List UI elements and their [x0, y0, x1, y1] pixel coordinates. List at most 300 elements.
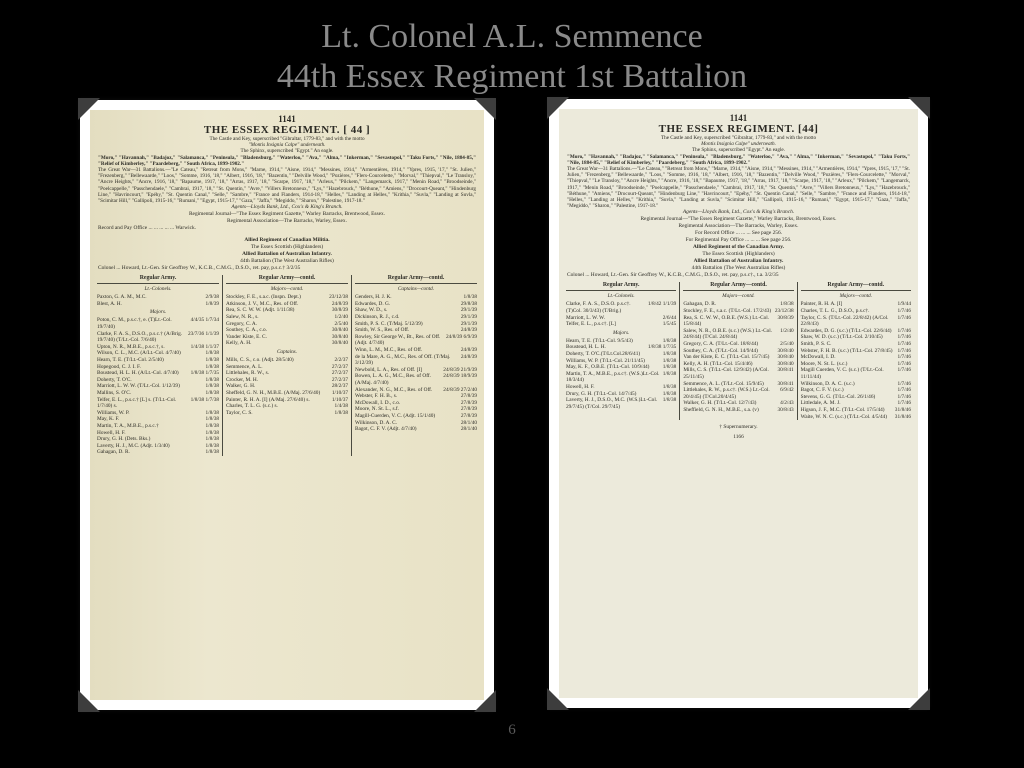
officer-name: Van der Kiste, E. C. (T/Lt.-Col. 15/7/45) [683, 354, 770, 361]
seniority-date: 1/7/46 [897, 308, 911, 315]
rank-heading: Lt.-Colonels. [607, 293, 635, 300]
officer-name: McDowall, I. D., c.o. [355, 399, 401, 406]
officer-entry [226, 377, 348, 384]
army-list-page-left [90, 110, 484, 700]
allied-battalion-name: 44th Battalion (The West Australian Rifles) [240, 258, 334, 265]
officer-entry [97, 294, 219, 301]
officer-entry [566, 321, 676, 328]
officer-name: Rea, S. C. W. W. (Adjt. 1/11/38) [226, 307, 295, 314]
seniority-date: 1/8/38 [205, 429, 219, 436]
officer-name: Sheffield, G. N. H., M.B.E., s.a. (v) [683, 406, 759, 413]
seniority-date: 29/1/39 [460, 320, 477, 327]
officer-name: Laverty, H. J., M.C. (Adjt. 1/3/40) [97, 442, 170, 449]
seniority-date: 28/1/40 [460, 419, 477, 426]
seniority-date: 1/8/38 [662, 357, 677, 364]
officer-name: Clarke, F. A. S., D.S.O. p.s.c†. (T)Col. 30/3/43) (T/Brig.) [566, 301, 631, 315]
officer-name: Shaw, W. D. (s.c.) (T/Lt.-Col. 2/10/45) [800, 334, 883, 341]
seniority-date: 30/8/41 [777, 380, 794, 387]
column-heading: Regular Army. [566, 282, 676, 291]
officer-name: Edwardes, D. G. [355, 300, 391, 307]
officer-name: Mills, C. S., c.o. (Adjt. 28/5/40) [226, 356, 294, 363]
seniority-date: 27/2/37 [331, 370, 348, 377]
officer-name: Magill-Cuerden, V. C. (Adjt. 15/1/40) [355, 412, 436, 419]
officer-entry [801, 387, 911, 394]
colonel-line: Colonel ... Howard, Lt.-Gen. Sir Geoffrey W., K.C.B., C.M.G., D.S.O., ret. pay, p.s.c.† 3/2/35 [98, 265, 301, 272]
officer-entry [683, 387, 793, 400]
allied-battalion-name: 44th Battalion (The West Australian Rifles) [691, 265, 786, 272]
battle-honours: "Moro," "Havannah," "Badajoz," "Salamanca," "Peninsula," "Bladensburg," "Waterloo," "Ava," "Alma," "Inkerman," "Sevastopol," "Taku Forts," "Nile, 1884-85," "Relief of Kimberley," "Paardeberg," "South Africa, 1899-1902." [567, 153, 910, 166]
officer-name: Drury, G. H. (Dets. Bks.) [97, 436, 151, 443]
seniority-date: 1/8/38 [662, 370, 677, 377]
officer-name: Hearn, T. E. (T/Lt.-Col. 2/5/40) [97, 356, 164, 363]
seniority-date: 27/8/39 [460, 399, 477, 406]
officer-name: Alexander, N. G., M.C., Res. of Off. [355, 386, 433, 393]
officer-entry [226, 370, 348, 377]
badge-line: Montis Insignia Calpe" underneath. [701, 141, 776, 148]
officer-entry [355, 426, 477, 433]
seniority-date: 27/2/37 [331, 363, 348, 370]
seniority-date: 29/8/38 [460, 300, 477, 307]
rank-heading: Majors. [149, 309, 167, 316]
record-office-line: For Record Office ... ... ... See page 256. [694, 230, 783, 237]
officer-entry [97, 390, 219, 397]
allied-regiment-title: Allied Regiment of Canadian Militia. [244, 237, 330, 244]
officer-name: Laverty, H. J., D.S.O., M.C. (W.S.)Lt.-Col. 29/7/45) (T/Col. 29/7/45) [566, 397, 658, 410]
officer-entry [97, 370, 219, 377]
seniority-date: 30/8/40 [777, 360, 794, 367]
officer-entry [801, 341, 911, 348]
seniority-date: 24/8/39 [460, 346, 477, 353]
officer-name: Moore, N. St. L., s.f. [355, 406, 399, 413]
seniority-date: 2/2/37 [334, 356, 348, 363]
officer-entry [226, 364, 348, 371]
seniority-date: 1/8/38 1/7/38 [190, 396, 219, 403]
officer-name: Mills, C. S. (T/Lt.-Col. 12/9/42) (A/Col. 25/11/45) [683, 367, 769, 380]
officer-entry [683, 354, 793, 361]
seniority-date: 1/8/38 [463, 294, 477, 301]
officer-columns [559, 282, 918, 420]
officer-name: Bowen, L. A. G., M.C., Res. of Off. (A/Maj. 4/7/40) [355, 373, 431, 386]
seniority-date: 24/8/39 [460, 327, 477, 334]
seniority-date: 30/8/39 [331, 307, 348, 314]
officer-entry [226, 403, 348, 410]
officer-name: Stockley, F. E., s.a.c. (T/Lt.-Col. 17/2/43) [683, 308, 772, 315]
regiment-title: THE ESSEX REGIMENT. [44] [658, 123, 819, 135]
officer-entry [801, 367, 911, 380]
officer-name: Crocker, M. H. [226, 376, 259, 383]
officer-entry [801, 394, 911, 401]
journal-line: Regimental Journal—"The Essex Regiment Gazette," Warley Barracks, Brentwood, Essex. [188, 211, 386, 218]
seniority-date: 27/2/37 [331, 376, 348, 383]
agents-line: Agents—Lloyds Bank, Ltd., Cox's & King's Branch. [682, 209, 795, 216]
seniority-date: 28/1/40 [460, 426, 477, 433]
seniority-date: 1/7/46 [897, 387, 911, 394]
rank-heading: Majors. [613, 329, 630, 336]
seniority-date: 1/8/38 [780, 301, 794, 308]
great-war-honours: The Great War—31 Battalions.—"Le Cateau," "Retreat from Mons," "Marne, 1914," "Aisne, 1914," "Messines, 1914," "Armentières, 1914," "Ypres, 1915, '17," "St. Julien," "Frezenberg," "Bellewaarde," "Loos," "Somme, 1916, '18," "Albert, 1916, '18," "Bazentin," "Delville Wood," "Pozières," "Flers-Courcelette," "Morval," "Thiepval," "Le Transloy," "Ancre Heights," "Ancre, 1916, '18," "Bapaume, 1917, '18," "Arras, 1917, '18," "Scarpe, 1917, '18," "Arleux," "Pilckem," "Langemarck, 1917," "Menin Road," "Broodseinde," "Poelcappelle," "Passchendaele," "Cambrai, 1917, '18," "St. Quentin," "Avre," "Villers Bretonneux," "Lys," "Hazebrouck," "Béthune," "Amiens," "Drocourt-Queant," "Hindenburg Line," "Havrincourt," "Epéhy," "St. Quentin Canal," "Selle," "Sambre," "France and Flanders, 1914-18," "Helles," "Landing at Helles," "Krithia," "Suvla," "Landing at Suvla," "Scimitar Hill," "Gallipoli, 1915-16," "Rumani," "Egypt, 1915-17," "Gaza," "Jaffa," "Megiddo," "Sharon," "Palestine, 1917-18." [98, 167, 476, 205]
seniority-date: 1/8/38 [205, 422, 219, 429]
officer-entry [97, 301, 219, 308]
officer-name: Newbold, L. A., Res. of Off. [I] [355, 366, 422, 373]
officer-name: Higson, J. F., M.C. (T/Lt.-Col. 17/5/44) [800, 406, 885, 413]
officer-entry [683, 341, 793, 348]
page-number: 1141 [278, 114, 296, 124]
officer-entry [566, 364, 676, 371]
officer-name: Hearn, T. E. (T/Lt.-Col. 9/5/43) [566, 337, 633, 344]
column-heading: Regular Army. [97, 275, 219, 284]
allied-regiment-name: The Essex Scottish (Highlanders) [702, 251, 775, 258]
seniority-date: 1/8/38 [205, 356, 219, 363]
officer-name: Telfer, E. L., p.s.c.† [L] s. (T/Lt.-Col. 1/7/40) s. [97, 396, 177, 410]
officer-name: Littlehales, R. W., s. [226, 370, 269, 377]
officer-name: Bagot, C. F. V. (s.c.) [800, 387, 844, 394]
officer-name: Drury, G. H. (T/Lt.-Col. 14/7/45) [566, 390, 637, 397]
badge-line: "Montis Insignia Calpe" underneath. [248, 142, 326, 149]
officer-name: Gahagan, D. R. [97, 449, 130, 456]
officer-entry [355, 347, 477, 354]
seniority-date: 1/8/38 [662, 390, 677, 397]
page-number: 1141 [729, 113, 748, 123]
officer-name: Blest, A. H. [97, 300, 122, 307]
officer-name: Southey, C. A. (T/Lt.-Col. 14/9/44) [683, 347, 758, 354]
rank-heading: Captains. [276, 348, 298, 355]
officer-entry [801, 414, 911, 421]
officer-entry [97, 449, 219, 456]
officer-entry [355, 334, 477, 347]
officer-name: Salew, N. R., s. [226, 314, 259, 321]
seniority-date: 30/8/40 [331, 327, 348, 334]
officer-name: Stockley, F. E., s.a.c. (Inspn. Dept.) [226, 294, 301, 301]
seniority-date: 1/8/38 [205, 416, 219, 423]
officer-entry [355, 327, 477, 334]
seniority-date: 24/8/39 [460, 353, 477, 360]
officer-entry [683, 407, 793, 414]
officer-name: Sheffeld, G. N. H., M.B.E. (A/Maj. 27/6/40) [226, 389, 321, 396]
officer-name: Marriott, L. W. W. (T/Lt.-Col. 1/12/39) [97, 383, 180, 390]
officer-name: Atkinson, J. V., M.C., Res. of Off. [226, 300, 299, 307]
column-1 [94, 275, 223, 456]
column-heading: Regular Army—contd. [683, 282, 793, 291]
officer-name: Shaw, W. D., s. [355, 307, 388, 314]
officer-name: Walker, G. H. [226, 383, 256, 390]
officer-name: Smith, P. S. C. (T/Maj. 5/12/39) [355, 320, 423, 327]
officer-name: Smith, W. S., Res. of Off. [355, 327, 410, 334]
officer-name: Martin, T. A., M.B.E., p.s.c†. (W.S.)Lt.-Col. 18/3/44) [566, 370, 660, 384]
officer-entry [97, 397, 219, 410]
seniority-date: 1/8/38 [205, 376, 219, 383]
officer-entry [97, 410, 219, 417]
seniority-date: 1/8/38 [205, 409, 219, 416]
officer-entry [355, 413, 477, 420]
seniority-date: 1/9/44 [897, 301, 911, 308]
officer-name: Taylor, C. S. (T/Lt.-Col. 22/8/42) (A/Col. 22/8/43) [800, 314, 889, 328]
left-page-photo [80, 100, 494, 710]
officer-entry [801, 301, 911, 308]
officer-name: Wilson, C. L., M.C. (A/Lt.-Col. 4/7/40) [97, 350, 181, 357]
officer-name: Charles, T. L. G. (s.c.) s. [226, 403, 278, 410]
seniority-date: 23/7/36 1/1/39 [187, 330, 219, 337]
seniority-date: 24/8/39 [331, 300, 348, 307]
officer-entry [801, 348, 911, 355]
slide-number: 6 [508, 722, 516, 738]
badge-line: The Castle and Key, superscribed "Gibraltar, 1779-83," and with the motto [660, 135, 817, 141]
officer-entry [355, 393, 477, 400]
officer-entry [801, 407, 911, 414]
slide-title: Lt. Colonel A.L. Semmence [321, 18, 703, 55]
officer-entry [683, 400, 793, 407]
allied-regiment-name: The Essex Scottish (Highlanders) [250, 244, 324, 251]
officer-entry [355, 373, 477, 386]
officer-entry [566, 301, 676, 314]
officer-name: Dickinson, R. J., c.d. [355, 314, 400, 321]
officer-name: Howell, H. F. [566, 383, 595, 390]
officer-name: Kelly, A. H. [226, 340, 252, 347]
seniority-date: 1/8/38 1/7/35 [190, 370, 219, 377]
officer-entry [566, 351, 676, 358]
seniority-date: 1/7/46 [897, 380, 911, 387]
seniority-date: 2/5/40 [334, 320, 348, 327]
footer-page-number: 1166 [733, 434, 744, 441]
seniority-date: 1/4/38 [334, 403, 348, 410]
officer-entry [566, 344, 676, 351]
seniority-date: 1/8/38 [205, 383, 219, 390]
seniority-date: 24/8/39 18/9/39 [443, 373, 477, 380]
officer-entry [97, 383, 219, 390]
officer-entry [355, 314, 477, 321]
officer-name: Magill Cuerden, V. C. (s.c.) (T/Lt.-Col. 11/11/44) [800, 367, 884, 380]
seniority-date: 27/8/39 [460, 406, 477, 413]
officer-name: Littledale, A. M. J. [800, 400, 841, 407]
column-heading: Regular Army—contd. [801, 282, 911, 291]
journal-line: Regimental Journal—"The Essex Regiment Gazette," Warley Barracks, Brentwood, Essex. [640, 216, 837, 223]
officer-entry [355, 354, 477, 367]
officer-name: Martin, T. A., M.B.E., p.s.c.† [97, 422, 159, 429]
seniority-date: 1/8/38 1/7/35 [647, 344, 677, 351]
officer-name: Webster, F. H. B., s. [355, 393, 398, 400]
great-war-honours: The Great War—31 Battalions.—"Le Cateau," "Retreat from Mons," "Marne, 1914," "Aisne, 1914," "Messines, 1914," "Armentières, 1914," "Ypres, 1915, '17," "St. Julien," "Frezenberg," "Bellewaarde," "Loos," "Somme, 1916, '18," "Albert, 1916, '18," "Bazentin," "Delville Wood," "Pozières," "Flers-Courcelette," "Morval," "Thiepval," "Le Transloy," "Ancre Heights," "Ancre, 1916, '18," "Bapaume, 1917, '18," "Arras, 1917, '18," "Scarpe, 1917, '18," "Arleux," "Pilckem," "Langemarck, 1917," "Menin Road," "Broodseinde," "Poelcappelle," "Passchendaele," "Cambrai, 1917, '18," "St. Quentin," "Avre," "Villers Bretonneux," "Lys," "Hazebrouck," "Béthune," "Amiens," "Drocourt-Queant," "Hindenburg Line," "Havrincourt," "Epéhy," "St. Quentin Canal," "Selle," "Sambre," "France and Flanders, 1914-18," "Helles," "Landing at Helles," "Krithia," "Suvla," "Landing at Suvla," "Scimitar Hill," "Gallipoli, 1915-16," "Rumani," "Egypt, 1915-17," "Gaza," "Jaffa," "Megiddo," "Sharon," "Palestine, 1917-18." [567, 166, 910, 210]
rank-heading: Majors—contd. [722, 293, 755, 300]
officer-name: Waite, W. N. C. (s.c.) (T/Lt.-Col. 4/5/44) [800, 413, 888, 420]
officer-name: Vander Kiste, E. C. [226, 333, 267, 340]
officer-name: Walker, G. H. (T/Lt.-Col. 12/7/43) [683, 400, 757, 407]
officer-entry [97, 416, 219, 423]
slide-subtitle: 44th Essex Regiment 1st Battalion [276, 58, 748, 95]
badge-line: The Castle and Key, superscribed "Gibraltar, 1779-83," and with the motto [209, 136, 365, 142]
seniority-date: 30/8/43 [777, 406, 794, 413]
allied-battalion-title: Allied Battalion of Australian Infantry. [693, 258, 784, 265]
officer-entry [801, 334, 911, 341]
seniority-date: 1/8/39 [205, 300, 219, 307]
regiment-title: THE ESSEX REGIMENT. [ 44 ] [203, 124, 371, 136]
association-line: Regimental Association—The Barracks, Warley, Essex. [227, 218, 347, 225]
officer-name: Southey, C. A., c.o. [226, 327, 268, 334]
seniority-date: 4/4/35 1/7/34 [190, 317, 219, 324]
officer-name: Clarke, F. A. S., D.S.O., p.s.c.† (A/Brig. 19/7/40) (T/Lt.-Col. 7/6/40) [97, 330, 183, 344]
seniority-date: 1/7/46 [897, 360, 911, 367]
column-2 [223, 275, 352, 456]
seniority-date: 30/8/39 [777, 314, 794, 321]
seniority-date: 28/2/37 [331, 383, 348, 390]
officer-entry [226, 334, 348, 341]
officer-entry [355, 387, 477, 394]
column-heading: Regular Army—contd. [355, 275, 477, 284]
badge-line: The Sphinx, superscribed "Egypt." An eagle. [692, 147, 785, 154]
officer-entry [801, 308, 911, 315]
allied-battalion-title: Allied Battalion of Australian Infantry. [242, 251, 332, 258]
officer-entry [97, 350, 219, 357]
seniority-date: 1/7/46 [897, 314, 911, 321]
seniority-date: 24/8/39 21/9/39 [443, 366, 477, 373]
seniority-date: 1/8/38 [205, 449, 219, 456]
officer-name: Paxton, G. A. M., M.C. [97, 294, 147, 301]
battle-honours: "Moro," "Havannah," "Badajoz," "Salamanca," "Peninsula," "Bladensburg," "Waterloo," "Ava," "Alma," "Inkerman," "Sevastopol," "Taku Forts," "Nile, 1884-85," "Relief of Kimberley," "Paardeberg," "South Africa, 1899-1902." [98, 154, 476, 167]
officer-name: Wilkinson, D. A. C. (s.c.) [800, 380, 855, 387]
seniority-date: 1/7/46 [897, 354, 911, 361]
seniority-date: 31/8/46 [894, 406, 911, 413]
seniority-date: 30/8/40 [331, 340, 348, 347]
rank-heading: Majors—contd. [839, 293, 873, 300]
officer-name: Smith, P. S. C. [800, 341, 832, 347]
officer-entry [226, 307, 348, 314]
seniority-date: 1/4/38 1/1/37 [190, 343, 219, 350]
badge-line: The Sphinx, superscribed "Egypt." An eagle. [240, 148, 334, 155]
seniority-date: 31/8/46 [894, 413, 911, 420]
officer-name: Marriott, L. W. W. [566, 314, 605, 321]
right-page-photo [549, 99, 928, 708]
agents-line: Agents—Lloyds Bank, Ltd., Cox's & King's Branch. [231, 204, 343, 211]
officer-name: May, K. F., O.B.E. (T/Lt.-Col. 10/9/44) [566, 364, 650, 371]
seniority-date: 2/5/40 [780, 341, 794, 347]
officer-name: Gregory, C. A. (T/Lt.-Col. 18/8/44) [683, 341, 759, 347]
seniority-date: 27/8/39 [460, 412, 477, 419]
seniority-date: 23/12/38 [329, 294, 348, 301]
army-list-page-right [559, 109, 918, 698]
officer-entry [226, 321, 348, 328]
officer-entry [566, 371, 676, 384]
seniority-date: 1/8/38 [205, 350, 219, 357]
officer-entry [566, 384, 676, 391]
officer-entry [566, 338, 676, 345]
column-3 [352, 275, 480, 456]
officer-entry [97, 423, 219, 430]
officer-name: McDowall, I. D. [800, 354, 836, 361]
officer-name: de la Mare, A. G., M.C., Res. of Off. (T/Maj. 3/12/39) [355, 353, 451, 367]
officer-name: Williams, W. P. (T/Lt.-Col. 21/11/45) [566, 357, 645, 364]
officer-name: Hopegood, C. J. I. F. [97, 363, 141, 370]
officer-name: Gahagan, D. R. [683, 301, 717, 308]
seniority-date: 30/8/40 [331, 333, 348, 340]
officer-name: Rowley, Sir George W., Bt., Res. of Off. (Adjt. 4/7/40) [355, 333, 441, 347]
officer-entry [226, 294, 348, 301]
officer-entry [226, 357, 348, 364]
officer-name: Howell, H. F. [97, 429, 126, 436]
seniority-date: 2/6/44 [662, 314, 677, 321]
seniority-date: 2/9/38 [205, 294, 219, 301]
seniority-date: 30/8/40 [777, 354, 794, 361]
officer-name: Gregory, C. A. [226, 320, 257, 327]
officer-entry [226, 410, 348, 417]
seniority-date: 1/2/40 [780, 327, 794, 334]
officer-entry [683, 315, 793, 328]
officer-entry [97, 317, 219, 330]
seniority-date: 1/8/38 [205, 363, 219, 370]
officer-entry [97, 443, 219, 450]
seniority-date: 6/9/42 [780, 387, 794, 394]
officer-name: Doherty, T. O'C. [97, 376, 132, 383]
column-1 [563, 282, 680, 420]
allied-regiment-title: Allied Regiment of the Canadian Army. [692, 244, 785, 251]
officer-name: Taylor, C. S. [226, 409, 253, 416]
officer-name: Poton, C. M., p.s.c.†, e. (T)Lt.-Col. 19/7/40) [97, 317, 172, 331]
officer-name: Wilkinson, D. A. C. [355, 419, 398, 426]
seniority-date: 1/10/37 [331, 396, 348, 403]
pay-office-line: For Regimental Pay Office ... ... ... See page 256. [685, 237, 792, 244]
seniority-date: 1/7/46 [897, 347, 911, 354]
officer-name: Webster, F. H. B. (s.c.) (T/Lt.-Col. 27/8/45) [800, 347, 893, 354]
column-2 [680, 282, 797, 420]
officer-columns [90, 275, 484, 456]
seniority-date: 1/7/46 [897, 327, 911, 334]
seniority-date: 1/8/38 [205, 389, 219, 396]
officer-name: Semmence, A. L. (T/Lt.-Col. 15/9/45) [683, 380, 764, 387]
officer-name: Painter, R. H. A. [I] (A/Maj. 27/6/40) s. [226, 396, 310, 403]
association-line: Regimental Association—The Barracks, Warley, Essex. [678, 223, 799, 230]
column-heading: Regular Army—contd. [226, 275, 348, 284]
officer-name: Upton, N. R., M.B.E., p.s.c.†, s. [97, 343, 165, 350]
officer-entry [566, 397, 676, 410]
seniority-date: 1/8/38 [662, 383, 677, 390]
supernumerary-note: † Supernumerary. [719, 424, 758, 431]
officer-entry [97, 436, 219, 443]
officer-entry [226, 314, 348, 321]
rank-heading: Lt.-Colonels. [144, 286, 172, 293]
seniority-date: 29/1/39 [460, 307, 477, 314]
officer-name: Boustead, H. L. H. (A/Lt.-Col. 4/7/40) [97, 370, 179, 377]
officer-entry [355, 294, 477, 301]
seniority-date: 4/2/43 [780, 400, 794, 407]
seniority-date: 1/8/38 [662, 397, 677, 404]
seniority-date: 1/8/38 [205, 436, 219, 443]
officer-entry [355, 406, 477, 413]
officer-entry [683, 367, 793, 380]
officer-entry [801, 400, 911, 407]
officer-name: Boustead, H. L. H. [566, 344, 606, 351]
officer-entry [801, 315, 911, 328]
seniority-date: 1/10/37 [331, 389, 348, 396]
officer-entry [226, 327, 348, 334]
seniority-date: 24/8/39 6/9/39 [445, 333, 477, 340]
seniority-date: 23/12/38 [774, 308, 794, 315]
officer-entry [355, 301, 477, 308]
seniority-date: 1/2/40 [334, 314, 348, 321]
officer-name: Stevens, G. G. (T/Lt.-Col. 26/1/46) [800, 393, 876, 400]
seniority-date: 30/8/40 [777, 347, 794, 354]
seniority-date: 1/8/38 [205, 442, 219, 449]
officer-entry [355, 307, 477, 314]
officer-name: Salew, N. R., O.B.E. (s.c.) (W.S.) Lt.-Col. 24/8/44) (T/Col. 24/8/44) [683, 327, 773, 341]
seniority-date: 1/7/46 [897, 334, 911, 341]
officer-entry [226, 390, 348, 397]
seniority-date: 1/7/46 [897, 400, 911, 407]
seniority-date: 1/7/46 [897, 341, 911, 347]
seniority-date: 1/7/46 [897, 393, 911, 400]
officer-name: Kelly, A. H. (T/Lt.-Col. 15/4/46) [683, 360, 753, 367]
seniority-date: 24/8/39 27/2/40 [443, 386, 477, 393]
officer-name: Semmence, A. L. [226, 363, 263, 370]
seniority-date: 1/8/38 [662, 337, 677, 344]
colonel-line: Colonel ... Howard, Lt.-Gen. Sir Geoffrey W., K.C.B., C.M.G., D.S.O., ret. pay, p.s.c†., t.a. 3/2/35 [567, 272, 779, 279]
officer-entry [801, 354, 911, 361]
